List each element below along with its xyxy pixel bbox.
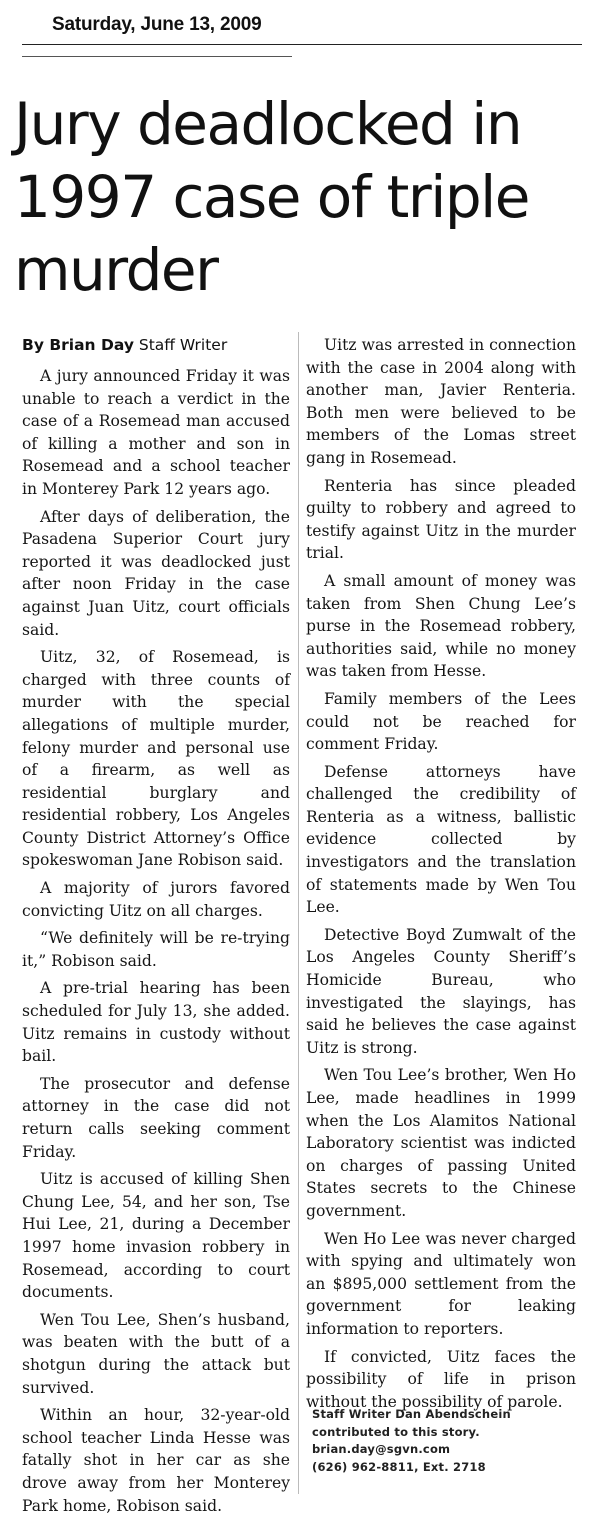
contributor-credits bbox=[312, 1406, 582, 1476]
column-divider bbox=[298, 332, 299, 1494]
paragraph: Renteria has since pleaded guilty to robbery and agreed to testify against Uitz in the murder trial. bbox=[306, 476, 576, 563]
dateline bbox=[0, 0, 608, 60]
paragraph: Uitz is accused of killing Shen Chung Lee, 54, and her son, Tse Hui Lee, 21, during a December 1997 home invasion robbery in Rosemead, according to court documents. bbox=[22, 1170, 290, 1302]
paragraph: Within an hour, 32-year-old school teacher Linda Hesse was fatally shot in her car as she drove away from her Monterey Park home, Robison said. bbox=[22, 1406, 290, 1515]
author-email: brian.day@sgvn.com bbox=[312, 1442, 451, 1456]
paragraph: A small amount of money was taken from Shen Chung Lee’s purse in the Rosemead robbery, authorities said, while no money was taken from Hesse. bbox=[306, 571, 576, 681]
byline-author: By Brian Day bbox=[22, 336, 134, 354]
paragraph: Wen Ho Lee was never charged with spying and ultimately won an $895,000 settlement from the government for leaking information to reporters. bbox=[306, 1229, 576, 1338]
paragraph: A majority of jurors favored convicting Uitz on all charges. bbox=[22, 879, 290, 920]
credit-line: contributed to this story. bbox=[312, 1424, 480, 1439]
publication-date: Saturday, June 13, 2009 bbox=[52, 14, 262, 35]
author-phone: (626) 962-8811, Ext. 2718 bbox=[312, 1459, 486, 1474]
paragraph: A pre-trial hearing has been scheduled for July 13, she added. Uitz remains in custody without bail. bbox=[22, 979, 290, 1066]
paragraph: The prosecutor and defense attorney in the case did not return calls seeking comment Friday. bbox=[22, 1074, 290, 1161]
paragraph: Family members of the Lees could not be reached for comment Friday. bbox=[306, 689, 576, 754]
header-subrule bbox=[22, 56, 292, 57]
paragraph: Uitz was arrested in connection with the case in 2004 along with another man, Javier Renteria. Both men were believed to be members of the Lomas street gang in Rosemead. bbox=[306, 336, 576, 467]
paragraph: Detective Boyd Zumwalt of the Los Angeles County Sheriff’s Homicide Bureau, who investigated the slayings, has said he believes the case against Uitz is strong. bbox=[306, 925, 576, 1057]
paragraph: After days of deliberation, the Pasadena Superior Court jury reported it was deadlocked just after noon Friday in the case against Juan Uitz, court officials said. bbox=[22, 507, 290, 639]
article-column-left bbox=[22, 365, 290, 1522]
paragraph: “We definitely will be re-trying it,” Robison said. bbox=[22, 929, 290, 970]
paragraph: If convicted, Uitz faces the possibility of life in prison without the possibility of parole. bbox=[306, 1347, 576, 1411]
credit-line: Staff Writer Dan Abendschein bbox=[312, 1407, 511, 1421]
paragraph: A jury announced Friday it was unable to reach a verdict in the case of a Rosemead man accused of killing a mother and son in Rosemead and a school teacher in Monterey Park 12 years ago. bbox=[22, 367, 290, 498]
byline bbox=[22, 336, 292, 354]
byline-role: Staff Writer bbox=[138, 336, 228, 354]
paragraph: Defense attorneys have challenged the credibility of Renteria as a witness, ballistic evidence collected by investigators and the translation of statements made by Wen Tou Lee. bbox=[306, 762, 576, 917]
paragraph: Uitz, 32, of Rosemead, is charged with three counts of murder with the special allegations of multiple murder, felony murder and personal use of a firearm, as well as residential burglary and residential robbery, Los Angeles County District Attorney’s Office spokeswoman Jane Robison said. bbox=[22, 648, 290, 870]
header-rule bbox=[22, 44, 582, 45]
article-column-right bbox=[306, 334, 576, 1418]
headline: Jury deadlocked in 1997 case of triple murder bbox=[14, 90, 529, 304]
paragraph: Wen Tou Lee, Shen’s husband, was beaten with the butt of a shotgun during the attack but survived. bbox=[22, 1310, 290, 1397]
paragraph: Wen Tou Lee’s brother, Wen Ho Lee, made headlines in 1999 when the Los Alamitos National Laboratory scientist was indicted on charges of passing United States secrets to the Chinese government. bbox=[306, 1066, 576, 1220]
